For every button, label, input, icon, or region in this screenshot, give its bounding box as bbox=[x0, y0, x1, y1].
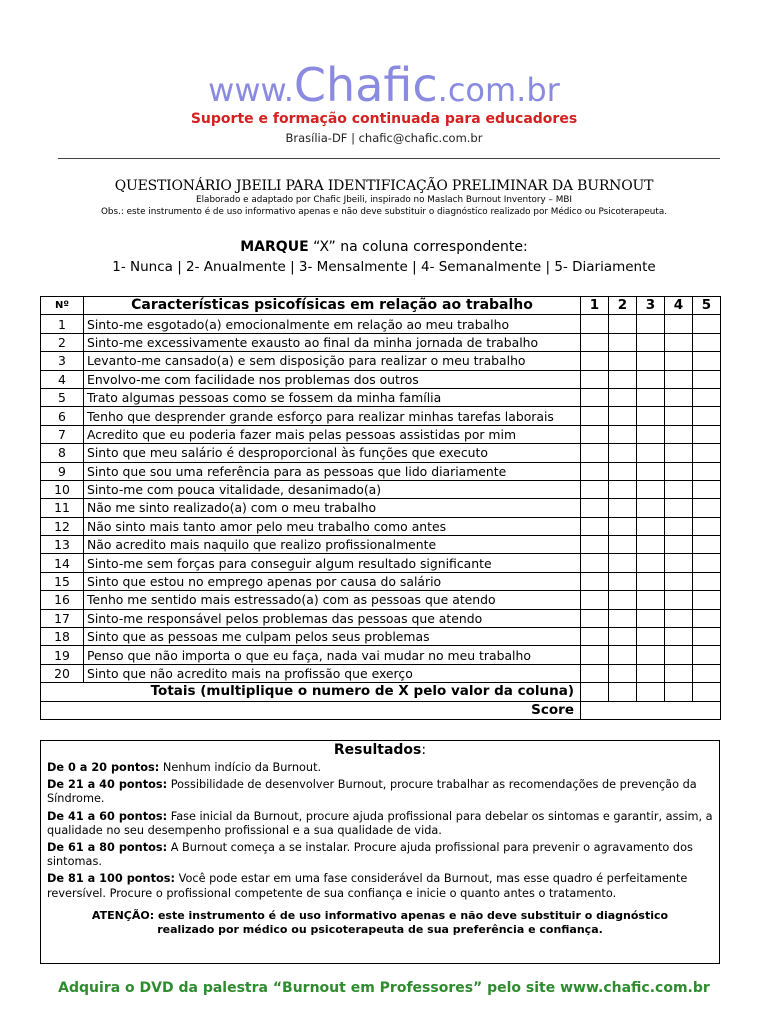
answer-cell-5[interactable] bbox=[693, 333, 721, 351]
logo-suffix: .com.br bbox=[437, 71, 560, 109]
result-text: Possibilidade de desenvolver Burnout, procure trabalhar as recomendações de prevenção da Síndrome. bbox=[47, 778, 697, 806]
result-range-21-40 bbox=[47, 778, 713, 806]
tagline: Suporte e formação continuada para educadores bbox=[190, 111, 578, 127]
question-text: Tenho que desprender grande esforço para realizar minhas tarefas laborais bbox=[84, 407, 581, 425]
answer-cell-1[interactable] bbox=[581, 352, 609, 370]
table-row bbox=[41, 407, 721, 425]
answer-cell-4[interactable] bbox=[665, 462, 693, 480]
answer-cell-1[interactable] bbox=[581, 536, 609, 554]
question-text: Sinto-me esgotado(a) emocionalmente em relação ao meu trabalho bbox=[84, 315, 581, 333]
question-number: 14 bbox=[41, 554, 84, 572]
answer-cell-5[interactable] bbox=[693, 517, 721, 535]
question-text: Sinto-me com pouca vitalidade, desanimado(a) bbox=[84, 480, 581, 498]
question-number: 2 bbox=[41, 333, 84, 351]
question-number: 16 bbox=[41, 591, 84, 609]
answer-cell-2[interactable] bbox=[609, 609, 637, 627]
answer-cell-4[interactable] bbox=[665, 333, 693, 351]
instruction-rest: “X” na coluna correspondente: bbox=[308, 239, 528, 255]
table-row bbox=[41, 591, 721, 609]
result-text: A Burnout começa a se instalar. Procure ajuda profissional para prevenir o agravamento dos sintomas. bbox=[47, 841, 693, 869]
answer-cell-1[interactable] bbox=[581, 425, 609, 443]
result-label: De 41 a 60 pontos: bbox=[47, 809, 168, 823]
answer-cell-1[interactable] bbox=[581, 609, 609, 627]
answer-cell-3[interactable] bbox=[637, 554, 665, 572]
result-label: De 0 a 20 pontos: bbox=[47, 761, 160, 774]
answer-cell-1[interactable] bbox=[581, 554, 609, 572]
answer-cell-2[interactable] bbox=[609, 554, 637, 572]
answer-cell-1[interactable] bbox=[581, 388, 609, 406]
answer-cell-1[interactable] bbox=[581, 499, 609, 517]
answer-cell-4[interactable] bbox=[665, 664, 693, 682]
result-text: Fase inicial da Burnout, procure ajuda profissional para debelar os sintomas e garantir, assim, a qualidade no seu desempenho profissional e a sua qualidade de vida. bbox=[47, 809, 713, 837]
table-row bbox=[41, 352, 721, 370]
question-number: 1 bbox=[41, 315, 84, 333]
question-text: Sinto que sou uma referência para as pessoas que lido diariamente bbox=[84, 462, 581, 480]
answer-cell-2[interactable] bbox=[609, 352, 637, 370]
answer-cell-1[interactable] bbox=[581, 444, 609, 462]
answer-cell-3[interactable] bbox=[637, 388, 665, 406]
question-number: 19 bbox=[41, 646, 84, 664]
question-number: 3 bbox=[41, 352, 84, 370]
question-text: Não sinto mais tanto amor pelo meu trabalho como antes bbox=[84, 517, 581, 535]
question-text: Sinto-me excessivamente exausto ao final da minha jornada de trabalho bbox=[84, 333, 581, 351]
answer-cell-2[interactable] bbox=[609, 444, 637, 462]
answer-cell-4[interactable] bbox=[665, 499, 693, 517]
answer-cell-4[interactable] bbox=[665, 517, 693, 535]
answer-cell-5[interactable] bbox=[693, 370, 721, 388]
answer-cell-2[interactable] bbox=[609, 462, 637, 480]
answer-cell-5[interactable] bbox=[693, 407, 721, 425]
footer-promo: Adquira o DVD da palestra “Burnout em Professores” pelo site www.chafic.com.br bbox=[58, 980, 710, 996]
answer-cell-3[interactable] bbox=[637, 352, 665, 370]
question-text: Sinto-me responsável pelos problemas das pessoas que atendo bbox=[84, 609, 581, 627]
question-number: 7 bbox=[41, 425, 84, 443]
answer-cell-1[interactable] bbox=[581, 462, 609, 480]
answer-cell-3[interactable] bbox=[637, 499, 665, 517]
col-header-1: 1 bbox=[581, 297, 609, 315]
question-number: 9 bbox=[41, 462, 84, 480]
answer-cell-1[interactable] bbox=[581, 333, 609, 351]
table-row bbox=[41, 646, 721, 664]
table-header bbox=[41, 297, 721, 315]
question-text: Não me sinto realizado(a) com o meu trabalho bbox=[84, 499, 581, 517]
answer-cell-4[interactable] bbox=[665, 554, 693, 572]
answer-cell-1[interactable] bbox=[581, 315, 609, 333]
answer-cell-3[interactable] bbox=[637, 425, 665, 443]
totals-label: Totais (multiplique o numero de X pelo valor da coluna) bbox=[41, 683, 581, 701]
answer-cell-2[interactable] bbox=[609, 499, 637, 517]
answer-cell-5[interactable] bbox=[693, 572, 721, 590]
answer-cell-3[interactable] bbox=[637, 664, 665, 682]
question-text: Sinto que meu salário é desproporcional às funções que executo bbox=[84, 444, 581, 462]
answer-cell-4[interactable] bbox=[665, 388, 693, 406]
answer-cell-5[interactable] bbox=[693, 646, 721, 664]
answer-cell-2[interactable] bbox=[609, 407, 637, 425]
question-text: Sinto-me sem forças para conseguir algum resultado significante bbox=[84, 554, 581, 572]
results-title-text: Resultados bbox=[333, 742, 422, 758]
table-row bbox=[41, 628, 721, 646]
table-row bbox=[41, 517, 721, 535]
answer-cell-1[interactable] bbox=[581, 517, 609, 535]
col-header-4: 4 bbox=[665, 297, 693, 315]
questionnaire-table bbox=[40, 296, 721, 720]
table-row bbox=[41, 536, 721, 554]
question-text: Não acredito mais naquilo que realizo profissionalmente bbox=[84, 536, 581, 554]
totals-row bbox=[41, 683, 721, 701]
answer-cell-1[interactable] bbox=[581, 480, 609, 498]
document-title: QUESTIONÁRIO JBEILI PARA IDENTIFICAÇÃO PRELIMINAR DA BURNOUT bbox=[114, 178, 654, 194]
table-row bbox=[41, 444, 721, 462]
result-range-61-80 bbox=[47, 841, 713, 869]
total-cell-1[interactable] bbox=[581, 683, 609, 701]
table-row bbox=[41, 462, 721, 480]
contact-line: Brasília-DF | chafic@chafic.com.br bbox=[285, 131, 483, 145]
answer-cell-3[interactable] bbox=[637, 591, 665, 609]
answer-cell-5[interactable] bbox=[693, 315, 721, 333]
table-row bbox=[41, 370, 721, 388]
answer-cell-4[interactable] bbox=[665, 480, 693, 498]
answer-cell-1[interactable] bbox=[581, 591, 609, 609]
question-text: Trato algumas pessoas como se fossem da minha família bbox=[84, 388, 581, 406]
answer-cell-4[interactable] bbox=[665, 572, 693, 590]
result-label: De 61 a 80 pontos: bbox=[47, 841, 168, 855]
table-row bbox=[41, 480, 721, 498]
question-text: Sinto que não acredito mais na profissão que exerço bbox=[84, 664, 581, 682]
table-row bbox=[41, 609, 721, 627]
answer-cell-1[interactable] bbox=[581, 407, 609, 425]
answer-cell-4[interactable] bbox=[665, 370, 693, 388]
answer-cell-2[interactable] bbox=[609, 628, 637, 646]
attention-line-2: realizado por médico ou psicoterapeuta de sua preferência e confiança. bbox=[157, 922, 603, 936]
answer-cell-4[interactable] bbox=[665, 646, 693, 664]
question-number: 11 bbox=[41, 499, 84, 517]
answer-cell-2[interactable] bbox=[609, 370, 637, 388]
question-number: 6 bbox=[41, 407, 84, 425]
answer-cell-4[interactable] bbox=[665, 352, 693, 370]
score-cell[interactable] bbox=[581, 701, 721, 719]
answer-cell-3[interactable] bbox=[637, 407, 665, 425]
answer-cell-3[interactable] bbox=[637, 517, 665, 535]
question-text: Penso que não importa o que eu faça, nada vai mudar no meu trabalho bbox=[84, 646, 581, 664]
instruction-bold: MARQUE bbox=[240, 239, 309, 255]
answer-cell-4[interactable] bbox=[665, 407, 693, 425]
answer-cell-3[interactable] bbox=[637, 333, 665, 351]
site-logo bbox=[0, 58, 768, 112]
answer-cell-1[interactable] bbox=[581, 664, 609, 682]
answer-cell-4[interactable] bbox=[665, 444, 693, 462]
table-row bbox=[41, 572, 721, 590]
answer-cell-5[interactable] bbox=[693, 499, 721, 517]
answer-cell-5[interactable] bbox=[693, 352, 721, 370]
table-row bbox=[41, 554, 721, 572]
answer-cell-2[interactable] bbox=[609, 536, 637, 554]
answer-cell-5[interactable] bbox=[693, 609, 721, 627]
answer-cell-5[interactable] bbox=[693, 444, 721, 462]
result-range-0-20 bbox=[47, 761, 713, 775]
total-cell-3[interactable] bbox=[637, 683, 665, 701]
question-number: 18 bbox=[41, 628, 84, 646]
answer-cell-3[interactable] bbox=[637, 646, 665, 664]
answer-cell-3[interactable] bbox=[637, 536, 665, 554]
answer-cell-1[interactable] bbox=[581, 646, 609, 664]
col-header-description: Características psicofísicas em relação ao trabalho bbox=[84, 297, 581, 315]
answer-cell-3[interactable] bbox=[637, 628, 665, 646]
score-row bbox=[41, 701, 721, 719]
question-text: Sinto que estou no emprego apenas por causa do salário bbox=[84, 572, 581, 590]
answer-cell-4[interactable] bbox=[665, 591, 693, 609]
answer-cell-2[interactable] bbox=[609, 388, 637, 406]
results-title-colon: : bbox=[421, 742, 427, 758]
answer-cell-2[interactable] bbox=[609, 572, 637, 590]
answer-cell-3[interactable] bbox=[637, 462, 665, 480]
answer-cell-3[interactable] bbox=[637, 370, 665, 388]
answer-cell-5[interactable] bbox=[693, 425, 721, 443]
result-text: Nenhum indício da Burnout. bbox=[159, 761, 322, 774]
answer-cell-2[interactable] bbox=[609, 646, 637, 664]
question-number: 20 bbox=[41, 664, 84, 682]
answer-cell-4[interactable] bbox=[665, 425, 693, 443]
question-text: Acredito que eu poderia fazer mais pelas pessoas assistidas por mim bbox=[84, 425, 581, 443]
answer-cell-2[interactable] bbox=[609, 315, 637, 333]
answer-cell-1[interactable] bbox=[581, 370, 609, 388]
question-text: Sinto que as pessoas me culpam pelos seus problemas bbox=[84, 628, 581, 646]
answer-cell-5[interactable] bbox=[693, 591, 721, 609]
question-text: Levanto-me cansado(a) e sem disposição para realizar o meu trabalho bbox=[84, 352, 581, 370]
question-text: Tenho me sentido mais estressado(a) com as pessoas que atendo bbox=[84, 591, 581, 609]
result-label: De 81 a 100 pontos: bbox=[47, 872, 175, 886]
answer-cell-3[interactable] bbox=[637, 315, 665, 333]
table-row bbox=[41, 315, 721, 333]
answer-cell-3[interactable] bbox=[637, 609, 665, 627]
result-label: De 21 a 40 pontos: bbox=[47, 778, 168, 792]
col-header-5: 5 bbox=[693, 297, 721, 315]
question-number: 5 bbox=[41, 388, 84, 406]
total-cell-4[interactable] bbox=[665, 683, 693, 701]
question-number: 15 bbox=[41, 572, 84, 590]
question-number: 10 bbox=[41, 480, 84, 498]
score-label: Score bbox=[41, 701, 581, 719]
document-subtitle: Elaborado e adaptado por Chafic Jbeili, inspirado no Maslach Burnout Inventory – MBI bbox=[196, 195, 572, 205]
answer-cell-3[interactable] bbox=[637, 572, 665, 590]
col-header-3: 3 bbox=[637, 297, 665, 315]
attention-note bbox=[47, 909, 713, 937]
result-text: Você pode estar em uma fase considerável da Burnout, mas esse quadro é perfeitamente reversível. Procure o profissional competente de sua confiança e inicie o quanto antes o tratamento. bbox=[47, 872, 688, 900]
col-header-number: Nº bbox=[41, 297, 84, 315]
answer-cell-2[interactable] bbox=[609, 425, 637, 443]
question-number: 13 bbox=[41, 536, 84, 554]
table-row bbox=[41, 425, 721, 443]
attention-line-1: ATENÇÃO: este instrumento é de uso informativo apenas e não deve substituir o diagnóstico bbox=[91, 908, 669, 922]
col-header-2: 2 bbox=[609, 297, 637, 315]
answer-cell-1[interactable] bbox=[581, 628, 609, 646]
answer-cell-2[interactable] bbox=[609, 333, 637, 351]
answer-cell-5[interactable] bbox=[693, 480, 721, 498]
answer-cell-4[interactable] bbox=[665, 628, 693, 646]
table-row bbox=[41, 388, 721, 406]
answer-cell-2[interactable] bbox=[609, 517, 637, 535]
instruction bbox=[0, 239, 768, 255]
document-note: Obs.: este instrumento é de uso informativo apenas e não deve substituir o diagnóstico realizado por Médico ou Psicoterapeuta. bbox=[100, 207, 668, 217]
answer-cell-1[interactable] bbox=[581, 572, 609, 590]
answer-cell-5[interactable] bbox=[693, 664, 721, 682]
results-title bbox=[47, 742, 713, 758]
answer-cell-3[interactable] bbox=[637, 480, 665, 498]
answer-cell-3[interactable] bbox=[637, 444, 665, 462]
results-box bbox=[40, 740, 720, 964]
answer-cell-5[interactable] bbox=[693, 554, 721, 572]
question-number: 17 bbox=[41, 609, 84, 627]
answer-cell-5[interactable] bbox=[693, 388, 721, 406]
answer-cell-2[interactable] bbox=[609, 591, 637, 609]
scale-legend: 1- Nunca | 2- Anualmente | 3- Mensalmente | 4- Semanalmente | 5- Diariamente bbox=[112, 259, 656, 275]
total-cell-5[interactable] bbox=[693, 683, 721, 701]
answer-cell-2[interactable] bbox=[609, 664, 637, 682]
logo-prefix: www. bbox=[208, 71, 294, 109]
answer-cell-4[interactable] bbox=[665, 536, 693, 554]
answer-cell-4[interactable] bbox=[665, 315, 693, 333]
total-cell-2[interactable] bbox=[609, 683, 637, 701]
table-row bbox=[41, 499, 721, 517]
question-text: Envolvo-me com facilidade nos problemas dos outros bbox=[84, 370, 581, 388]
question-number: 4 bbox=[41, 370, 84, 388]
answer-cell-5[interactable] bbox=[693, 462, 721, 480]
table-row bbox=[41, 333, 721, 351]
result-range-81-100 bbox=[47, 872, 713, 900]
logo-main: Chafic bbox=[293, 58, 438, 112]
answer-cell-2[interactable] bbox=[609, 480, 637, 498]
answer-cell-5[interactable] bbox=[693, 628, 721, 646]
question-number: 8 bbox=[41, 444, 84, 462]
question-number: 12 bbox=[41, 517, 84, 535]
header-divider bbox=[58, 158, 720, 159]
answer-cell-4[interactable] bbox=[665, 609, 693, 627]
table-row bbox=[41, 664, 721, 682]
answer-cell-5[interactable] bbox=[693, 536, 721, 554]
result-range-41-60 bbox=[47, 810, 713, 838]
